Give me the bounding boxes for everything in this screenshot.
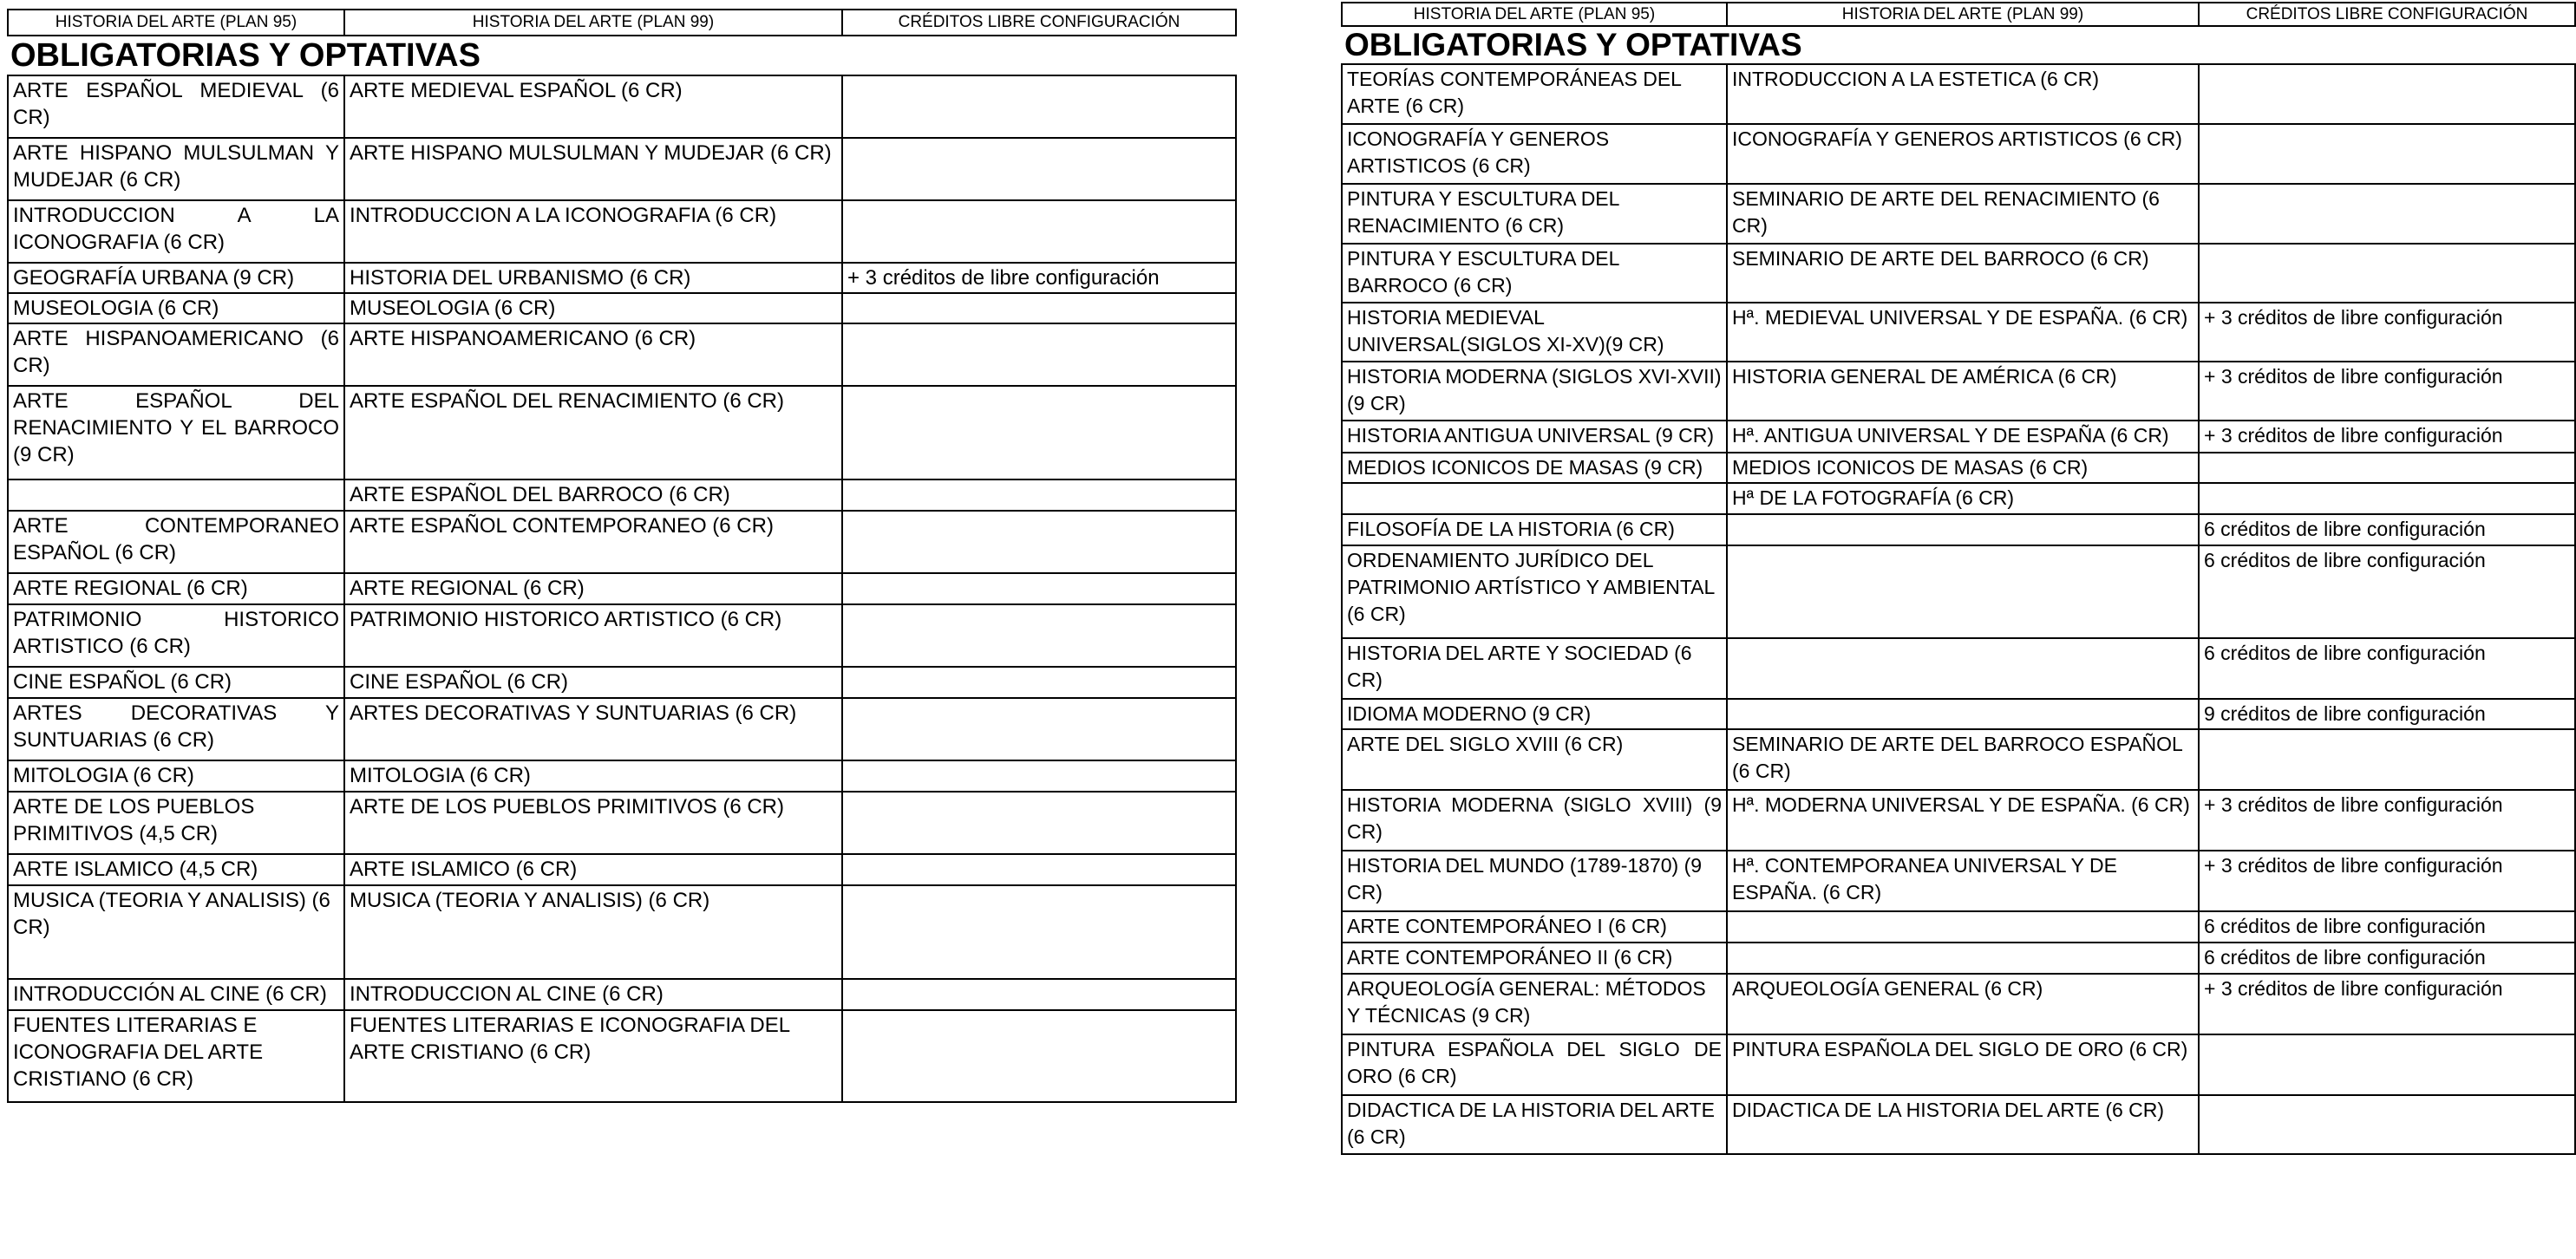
plan99-cell: ARTE REGIONAL (6 CR): [344, 573, 842, 604]
plan95-cell: DIDACTICA DE LA HISTORIA DEL ARTE (6 CR): [1342, 1095, 1727, 1154]
table-row: [8, 854, 1236, 885]
section-title: OBLIGATORIAS Y OPTATIVAS: [10, 37, 481, 74]
creditos-cell: [2199, 453, 2575, 483]
plan99-cell: ARTE HISPANOAMERICANO (6 CR): [344, 323, 842, 386]
creditos-cell: [842, 885, 1236, 979]
plan99-cell: [1727, 514, 2199, 545]
plan99-cell: ARTE ESPAÑOL CONTEMPORANEO (6 CR): [344, 511, 842, 573]
creditos-cell: 6 créditos de libre configuración: [2199, 638, 2575, 699]
table-row: [1342, 303, 2575, 362]
plan99-cell: CINE ESPAÑOL (6 CR): [344, 667, 842, 698]
creditos-cell: [842, 293, 1236, 323]
header-plan95: HISTORIA DEL ARTE (PLAN 95): [1342, 3, 1727, 26]
creditos-cell: [842, 792, 1236, 854]
table-row: [1342, 729, 2575, 790]
creditos-cell: 6 créditos de libre configuración: [2199, 545, 2575, 638]
table-row: [1342, 483, 2575, 514]
plan95-cell: ORDENAMIENTO JURÍDICO DEL PATRIMONIO ARTÍSTICO Y AMBIENTAL (6 CR): [1342, 545, 1727, 638]
table-row: [1342, 64, 2575, 124]
creditos-cell: [842, 75, 1236, 138]
header-plan95: HISTORIA DEL ARTE (PLAN 95): [8, 10, 344, 36]
plan99-cell: INTRODUCCION A LA ICONOGRAFIA (6 CR): [344, 200, 842, 263]
table-row: [1342, 638, 2575, 699]
creditos-cell: [2199, 729, 2575, 790]
plan95-cell: ARTE CONTEMPORANEO ESPAÑOL (6 CR): [8, 511, 344, 573]
table-row: [8, 200, 1236, 263]
table-row: [1342, 514, 2575, 545]
table-row: [1342, 1095, 2575, 1154]
plan95-cell: MUSEOLOGIA (6 CR): [8, 293, 344, 323]
plan99-cell: MITOLOGIA (6 CR): [344, 760, 842, 792]
plan95-cell: HISTORIA DEL MUNDO (1789-1870) (9 CR): [1342, 851, 1727, 911]
plan95-cell: ARTE CONTEMPORÁNEO I (6 CR): [1342, 911, 1727, 943]
table-row: [8, 479, 1236, 511]
plan95-cell: IDIOMA MODERNO (9 CR): [1342, 699, 1727, 729]
table-row: [1342, 184, 2575, 244]
creditos-cell: + 3 créditos de libre configuración: [2199, 303, 2575, 362]
creditos-cell: + 3 créditos de libre configuración: [2199, 790, 2575, 851]
plan95-cell: PINTURA Y ESCULTURA DEL RENACIMIENTO (6 CR): [1342, 184, 1727, 244]
table-row: [8, 138, 1236, 200]
creditos-cell: [842, 200, 1236, 263]
plan99-cell: INTRODUCCION A LA ESTETICA (6 CR): [1727, 64, 2199, 124]
plan99-cell: [1727, 943, 2199, 974]
plan95-cell: HISTORIA MEDIEVAL UNIVERSAL(SIGLOS XI-XV)(9 CR): [1342, 303, 1727, 362]
plan99-cell: ICONOGRAFÍA Y GENEROS ARTISTICOS (6 CR): [1727, 124, 2199, 184]
table-row: [8, 386, 1236, 479]
plan95-cell: PATRIMONIO HISTORICO ARTISTICO (6 CR): [8, 604, 344, 667]
plan95-cell: ARTE DE LOS PUEBLOS PRIMITIVOS (4,5 CR): [8, 792, 344, 854]
header-row: [1342, 3, 2575, 26]
plan95-cell: MEDIOS ICONICOS DE MASAS (9 CR): [1342, 453, 1727, 483]
creditos-cell: [842, 667, 1236, 698]
plan95-cell: ARTE HISPANO MULSULMAN Y MUDEJAR (6 CR): [8, 138, 344, 200]
plan95-cell: TEORÍAS CONTEMPORÁNEAS DEL ARTE (6 CR): [1342, 64, 1727, 124]
creditos-cell: [842, 698, 1236, 760]
plan99-cell: HISTORIA GENERAL DE AMÉRICA (6 CR): [1727, 362, 2199, 421]
header-creditos: CRÉDITOS LIBRE CONFIGURACIÓN: [842, 10, 1236, 36]
creditos-cell: [842, 1010, 1236, 1102]
table-row: [1342, 974, 2575, 1034]
table-row: [8, 979, 1236, 1010]
plan99-cell: Hª. MEDIEVAL UNIVERSAL Y DE ESPAÑA. (6 CR): [1727, 303, 2199, 362]
plan95-cell: ARTE REGIONAL (6 CR): [8, 573, 344, 604]
table-row: [1342, 362, 2575, 421]
creditos-cell: [2199, 483, 2575, 514]
plan95-cell: FILOSOFÍA DE LA HISTORIA (6 CR): [1342, 514, 1727, 545]
creditos-cell: 6 créditos de libre configuración: [2199, 911, 2575, 943]
plan95-cell: HISTORIA MODERNA (SIGLOS XVI-XVII) (9 CR): [1342, 362, 1727, 421]
creditos-cell: [842, 604, 1236, 667]
creditos-cell: 6 créditos de libre configuración: [2199, 943, 2575, 974]
plan99-cell: [1727, 638, 2199, 699]
creditos-cell: + 3 créditos de libre configuración: [2199, 974, 2575, 1034]
table-row: [8, 75, 1236, 138]
right-page: [1341, 2, 2574, 1155]
table-row: [1342, 545, 2575, 638]
creditos-cell: [842, 854, 1236, 885]
table-row: [1342, 421, 2575, 453]
plan99-cell: ARTE DE LOS PUEBLOS PRIMITIVOS (6 CR): [344, 792, 842, 854]
table-row: [1342, 851, 2575, 911]
creditos-cell: 6 créditos de libre configuración: [2199, 514, 2575, 545]
table-row: [1342, 699, 2575, 729]
header-plan99: HISTORIA DEL ARTE (PLAN 99): [1727, 3, 2199, 26]
plan95-cell: [8, 479, 344, 511]
table-row: [8, 511, 1236, 573]
plan95-cell: CINE ESPAÑOL (6 CR): [8, 667, 344, 698]
table-row: [8, 885, 1236, 979]
plan99-cell: MUSEOLOGIA (6 CR): [344, 293, 842, 323]
creditos-cell: + 3 créditos de libre configuración: [842, 263, 1236, 293]
creditos-cell: [842, 979, 1236, 1010]
creditos-cell: [2199, 64, 2575, 124]
creditos-cell: [2199, 184, 2575, 244]
creditos-cell: [842, 386, 1236, 479]
left-header-table: [7, 9, 1237, 36]
table-row: [8, 323, 1236, 386]
plan99-cell: Hª. MODERNA UNIVERSAL Y DE ESPAÑA. (6 CR): [1727, 790, 2199, 851]
plan99-cell: [1727, 699, 2199, 729]
plan99-cell: Hª. ANTIGUA UNIVERSAL Y DE ESPAÑA (6 CR): [1727, 421, 2199, 453]
plan99-cell: ARTE MEDIEVAL ESPAÑOL (6 CR): [344, 75, 842, 138]
table-row: [1342, 453, 2575, 483]
table-row: [1342, 943, 2575, 974]
table-row: [8, 792, 1236, 854]
plan95-cell: INTRODUCCIÓN AL CINE (6 CR): [8, 979, 344, 1010]
header-creditos: CRÉDITOS LIBRE CONFIGURACIÓN: [2199, 3, 2575, 26]
table-row: [1342, 911, 2575, 943]
right-equivalence-table: [1341, 63, 2576, 1155]
creditos-cell: [842, 323, 1236, 386]
plan95-cell: INTRODUCCION A LA ICONOGRAFIA (6 CR): [8, 200, 344, 263]
plan99-cell: ARTE ESPAÑOL DEL RENACIMIENTO (6 CR): [344, 386, 842, 479]
plan95-cell: HISTORIA MODERNA (SIGLO XVIII) (9 CR): [1342, 790, 1727, 851]
plan95-cell: ARTE DEL SIGLO XVIII (6 CR): [1342, 729, 1727, 790]
creditos-cell: [842, 138, 1236, 200]
plan99-cell: ARTES DECORATIVAS Y SUNTUARIAS (6 CR): [344, 698, 842, 760]
table-row: [8, 1010, 1236, 1102]
plan95-cell: ARTE HISPANOAMERICANO (6 CR): [8, 323, 344, 386]
left-page: [7, 9, 1235, 1103]
table-row: [1342, 124, 2575, 184]
header-plan99: HISTORIA DEL ARTE (PLAN 99): [344, 10, 842, 36]
plan99-cell: SEMINARIO DE ARTE DEL BARROCO (6 CR): [1727, 244, 2199, 303]
plan95-cell: ICONOGRAFÍA Y GENEROS ARTISTICOS (6 CR): [1342, 124, 1727, 184]
table-row: [8, 604, 1236, 667]
section-title: OBLIGATORIAS Y OPTATIVAS: [1344, 27, 1802, 62]
plan99-cell: PATRIMONIO HISTORICO ARTISTICO (6 CR): [344, 604, 842, 667]
creditos-cell: [842, 573, 1236, 604]
plan99-cell: PINTURA ESPAÑOLA DEL SIGLO DE ORO (6 CR): [1727, 1034, 2199, 1095]
creditos-cell: + 3 créditos de libre configuración: [2199, 851, 2575, 911]
header-row: [8, 10, 1236, 36]
plan95-cell: ARQUEOLOGÍA GENERAL: MÉTODOS Y TÉCNICAS (9 CR): [1342, 974, 1727, 1034]
creditos-cell: + 3 créditos de libre configuración: [2199, 362, 2575, 421]
creditos-cell: [2199, 1034, 2575, 1095]
creditos-cell: [842, 511, 1236, 573]
plan99-cell: Hª DE LA FOTOGRAFÍA (6 CR): [1727, 483, 2199, 514]
plan99-cell: Hª. CONTEMPORANEA UNIVERSAL Y DE ESPAÑA. (6 CR): [1727, 851, 2199, 911]
plan99-cell: MEDIOS ICONICOS DE MASAS (6 CR): [1727, 453, 2199, 483]
plan95-cell: HISTORIA ANTIGUA UNIVERSAL (9 CR): [1342, 421, 1727, 453]
plan99-cell: ARTE HISPANO MULSULMAN Y MUDEJAR (6 CR): [344, 138, 842, 200]
creditos-cell: [842, 760, 1236, 792]
plan99-cell: SEMINARIO DE ARTE DEL BARROCO ESPAÑOL (6 CR): [1727, 729, 2199, 790]
creditos-cell: [2199, 244, 2575, 303]
creditos-cell: [842, 479, 1236, 511]
plan99-cell: ARTE ISLAMICO (6 CR): [344, 854, 842, 885]
plan95-cell: PINTURA ESPAÑOLA DEL SIGLO DE ORO (6 CR): [1342, 1034, 1727, 1095]
plan99-cell: ARTE ESPAÑOL DEL BARROCO (6 CR): [344, 479, 842, 511]
plan95-cell: PINTURA Y ESCULTURA DEL BARROCO (6 CR): [1342, 244, 1727, 303]
plan99-cell: [1727, 911, 2199, 943]
table-row: [8, 698, 1236, 760]
table-row: [1342, 790, 2575, 851]
plan99-cell: [1727, 545, 2199, 638]
plan95-cell: ARTES DECORATIVAS Y SUNTUARIAS (6 CR): [8, 698, 344, 760]
table-row: [8, 667, 1236, 698]
plan99-cell: ARQUEOLOGÍA GENERAL (6 CR): [1727, 974, 2199, 1034]
plan95-cell: FUENTES LITERARIAS E ICONOGRAFIA DEL ARTE CRISTIANO (6 CR): [8, 1010, 344, 1102]
table-row: [1342, 244, 2575, 303]
plan95-cell: ARTE ESPAÑOL MEDIEVAL (6 CR): [8, 75, 344, 138]
table-row: [8, 573, 1236, 604]
table-row: [8, 760, 1236, 792]
plan95-cell: HISTORIA DEL ARTE Y SOCIEDAD (6 CR): [1342, 638, 1727, 699]
plan99-cell: DIDACTICA DE LA HISTORIA DEL ARTE (6 CR): [1727, 1095, 2199, 1154]
plan99-cell: MUSICA (TEORIA Y ANALISIS) (6 CR): [344, 885, 842, 979]
creditos-cell: [2199, 1095, 2575, 1154]
plan95-cell: GEOGRAFÍA URBANA (9 CR): [8, 263, 344, 293]
left-equivalence-table: [7, 75, 1237, 1103]
plan95-cell: ARTE ESPAÑOL DEL RENACIMIENTO Y EL BARROCO (9 CR): [8, 386, 344, 479]
plan95-cell: ARTE ISLAMICO (4,5 CR): [8, 854, 344, 885]
creditos-cell: [2199, 124, 2575, 184]
plan99-cell: INTRODUCCION AL CINE (6 CR): [344, 979, 842, 1010]
creditos-cell: 9 créditos de libre configuración: [2199, 699, 2575, 729]
plan95-cell: MITOLOGIA (6 CR): [8, 760, 344, 792]
plan99-cell: FUENTES LITERARIAS E ICONOGRAFIA DEL ARTE CRISTIANO (6 CR): [344, 1010, 842, 1102]
plan95-cell: [1342, 483, 1727, 514]
creditos-cell: + 3 créditos de libre configuración: [2199, 421, 2575, 453]
table-row: [8, 293, 1236, 323]
right-header-table: [1341, 2, 2576, 27]
plan95-cell: ARTE CONTEMPORÁNEO II (6 CR): [1342, 943, 1727, 974]
plan99-cell: SEMINARIO DE ARTE DEL RENACIMIENTO (6 CR): [1727, 184, 2199, 244]
table-row: [8, 263, 1236, 293]
plan95-cell: MUSICA (TEORIA Y ANALISIS) (6 CR): [8, 885, 344, 979]
plan99-cell: HISTORIA DEL URBANISMO (6 CR): [344, 263, 842, 293]
table-row: [1342, 1034, 2575, 1095]
